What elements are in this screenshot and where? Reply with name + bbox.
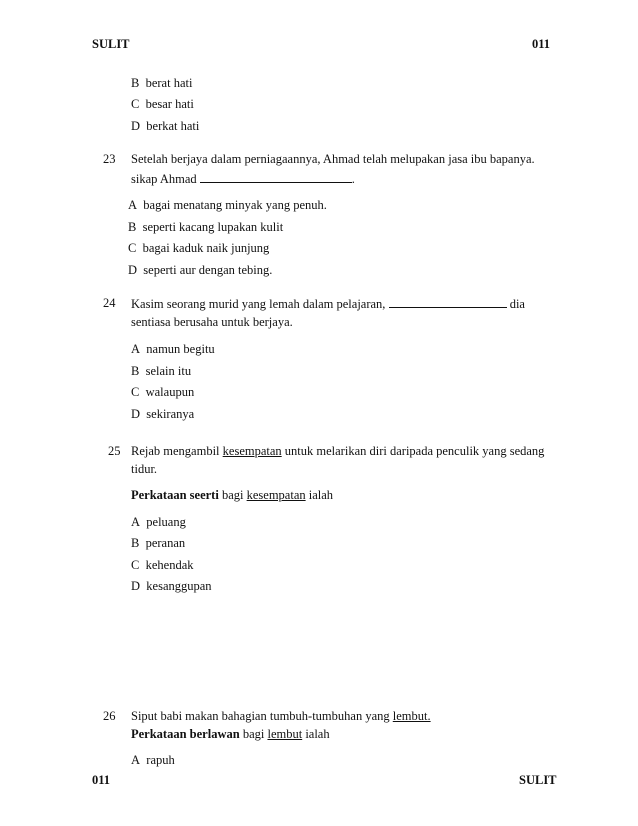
list-item: D kesanggupan bbox=[131, 579, 212, 593]
list-item: B peranan bbox=[131, 536, 186, 550]
list-item: B berat hati bbox=[131, 76, 193, 90]
list-item: C kehendak bbox=[131, 558, 194, 572]
list-item: C besar hati bbox=[131, 97, 194, 111]
list-item: A rapuh bbox=[131, 753, 175, 767]
list-item: C walaupun bbox=[131, 385, 195, 399]
question-text-line2: tidur. bbox=[131, 462, 158, 476]
answer-blank bbox=[389, 296, 507, 308]
question-text-line2: sentiasa berusaha untuk berjaya. bbox=[131, 315, 293, 329]
list-item: C bagai kaduk naik junjung bbox=[128, 241, 270, 255]
list-item: D berkat hati bbox=[131, 119, 200, 133]
list-item: A peluang bbox=[131, 515, 186, 529]
list-item: B selain itu bbox=[131, 364, 192, 378]
question-number: 23 bbox=[103, 152, 116, 166]
question-text-line2: sikap Ahmad . bbox=[131, 172, 355, 186]
question-number: 24 bbox=[103, 296, 116, 310]
question-text: Setelah berjaya dalam perniagaannya, Ahmad telah melupakan jasa ibu bapanya. bbox=[131, 152, 535, 166]
header-right: 011 bbox=[532, 37, 551, 51]
question-prompt: Perkataan berlawan bagi lembut ialah bbox=[131, 727, 330, 741]
list-item: A namun begitu bbox=[131, 342, 215, 356]
footer-left: 011 bbox=[92, 773, 111, 787]
question-prompt: Perkataan seerti bagi kesempatan ialah bbox=[131, 488, 334, 502]
list-item: B seperti kacang lupakan kulit bbox=[128, 220, 284, 234]
question-text: Siput babi makan bahagian tumbuh-tumbuhan yang lembut. bbox=[131, 709, 431, 723]
question-number: 26 bbox=[103, 709, 116, 723]
answer-blank bbox=[200, 171, 352, 183]
question-text: Kasim seorang murid yang lemah dalam pelajaran, dia bbox=[131, 297, 525, 311]
footer-right: SULIT bbox=[519, 773, 557, 787]
header-left: SULIT bbox=[92, 37, 130, 51]
list-item: A bagai menatang minyak yang penuh. bbox=[128, 198, 327, 212]
question-number: 25 bbox=[108, 444, 121, 458]
question-text: Rejab mengambil kesempatan untuk melarikan diri daripada penculik yang sedang bbox=[131, 444, 545, 458]
list-item: D seperti aur dengan tebing. bbox=[128, 263, 273, 277]
list-item: D sekiranya bbox=[131, 407, 195, 421]
